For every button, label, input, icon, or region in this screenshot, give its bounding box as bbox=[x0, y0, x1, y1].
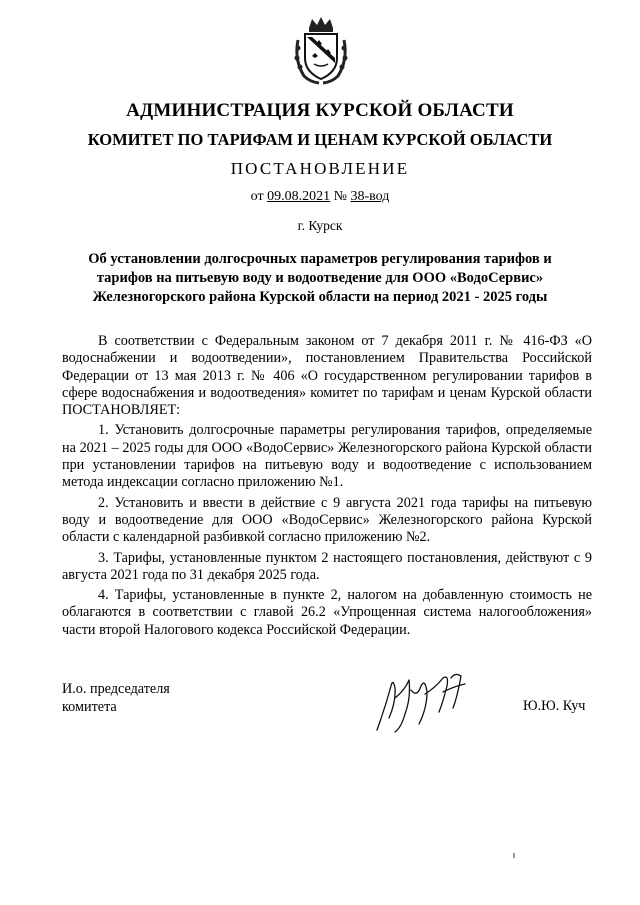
handwritten-signature-icon bbox=[365, 668, 485, 736]
committee-title: КОМИТЕТ ПО ТАРИФАМ И ЦЕНАМ КУРСКОЙ ОБЛАСТИ bbox=[87, 130, 553, 149]
document-number: 38-вод bbox=[350, 189, 390, 204]
city-line: г. Курск bbox=[297, 218, 343, 233]
document-subject bbox=[70, 250, 570, 307]
subject-line: тарифов на питьевую воду и водоотведение для ООО «ВодоСервис» bbox=[96, 270, 544, 286]
document-type-heading: ПОСТАНОВЛЕНИЕ bbox=[230, 159, 410, 178]
item-paragraph: 3. Тарифы, установленные пунктом 2 настоящего постановления, действуют с 9 августа 2021 года по 31 декабря 2025 года. bbox=[62, 549, 592, 583]
signer-name: Ю.Ю. Куч bbox=[523, 698, 586, 714]
signer-position-line: комитета bbox=[62, 698, 117, 715]
item-paragraph: 1. Установить долгосрочные параметры регулирования тарифов, определяемые на 2021 – 2025 годы для ООО «ВодоСервис» Железногорского района Курской области при установлении тарифов на питьевую воду и водоотведение с использованием метода индексации согласно приложению №1. bbox=[62, 422, 592, 491]
subject-line: Железногорского района Курской области на период 2021 - 2025 годы bbox=[92, 289, 548, 305]
coat-of-arms-emblem-icon bbox=[292, 16, 350, 86]
item-paragraph: 4. Тарифы, установленные в пункте 2, налогом на добавленную стоимость не облагаются в соответствии с главой 26.2 «Упрощенная система налогообложения» части второй Налогового кодекса Российской Федерации. bbox=[62, 587, 592, 638]
item-paragraph: 2. Установить и ввести в действие с 9 августа 2021 года тарифы на питьевую воду и водоотведение для ООО «ВодоСервис» Железногорского района Курской области с календарной разбивкой согласно приложению №2. bbox=[62, 494, 592, 546]
number-prefix: № bbox=[333, 189, 347, 204]
signer-position-line: И.о. председателя bbox=[62, 681, 170, 697]
date-number-line bbox=[0, 189, 640, 205]
signer-position bbox=[62, 681, 170, 716]
preamble-paragraph: В соответствии с Федеральным законом от 7 декабря 2011 г. № 416-ФЗ «О водоснабжении и водоотведении», постановлением Правительства Российской Федерации от 13 мая 2013 г. № 406 «О государственном регулировании тарифов в сфере водоснабжения и водоотведения» комитет по тарифам и ценам Курской области ПОСТАНОВЛЯЕТ: bbox=[62, 333, 592, 419]
document-body bbox=[62, 333, 592, 642]
subject-line: Об установлении долгосрочных параметров регулирования тарифов и bbox=[88, 251, 552, 267]
date-prefix: от bbox=[250, 189, 264, 204]
scan-speck bbox=[513, 853, 515, 858]
document-date: 09.08.2021 bbox=[267, 189, 331, 204]
administration-title: АДМИНИСТРАЦИЯ КУРСКОЙ ОБЛАСТИ bbox=[126, 100, 514, 121]
